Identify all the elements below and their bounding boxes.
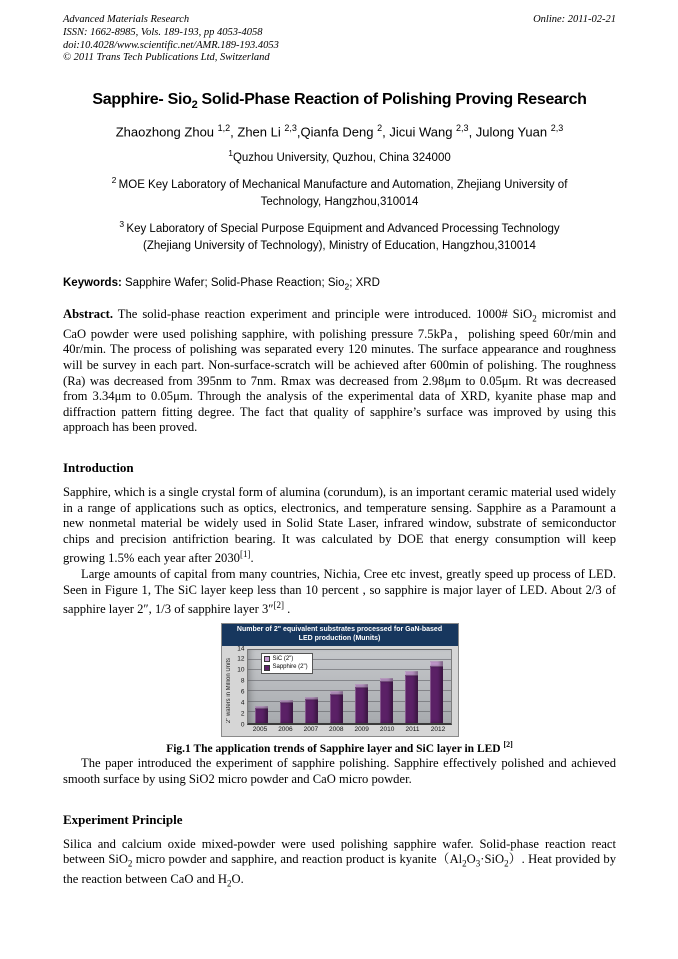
legend-entry bbox=[264, 655, 308, 664]
bar-segment-sapphire bbox=[305, 699, 318, 722]
x-tick-label: 2005 bbox=[252, 725, 268, 733]
figure-1 bbox=[221, 623, 459, 737]
x-tick-label: 2011 bbox=[405, 725, 420, 733]
figure-chart-title: Number of 2" equivalent substrates processed for GaN-based LED production (Munits) bbox=[222, 624, 458, 646]
y-tick-label: 12 bbox=[237, 655, 245, 663]
x-tick-label: 2007 bbox=[303, 725, 319, 733]
figure-y-axis-title-text: 2" wafers in Million Units bbox=[225, 658, 232, 724]
figure-caption: Fig.1 The application trends of Sapphire layer and SiC layer in LED [2] bbox=[166, 739, 513, 755]
abstract-paragraph: Abstract. The solid-phase reaction experiment and principle were introduced. 1000# SiO$_2$ micromist and CaO powder were used polishing sapphire, with polishing pressure 7.5kPa，polishing speed 60r/min and 40r/min. The process of polishing was separated every 120 minutes. The surface appearance and roughness will be survey in each part. Non-surface-scratch will be achieved after 600min of polishing. The roughness (Ra) was decreased from 395nm to 7nm. Rmax was decreased from 2.98μm to 0.05μm. Rt was decreased from 3.34μm to 0.05μm. Through the analysis of the experimental data of XRD, kyanite phase map and diffraction pattern fitting degree. The fact that quality of sapphire’s surface was improved by using this approach has been proved. bbox=[63, 306, 616, 435]
bar-2009 bbox=[355, 650, 368, 723]
figure-plot-area bbox=[247, 649, 452, 725]
y-tick-label: 14 bbox=[237, 645, 245, 653]
legend-label: Sapphire (2") bbox=[272, 664, 308, 671]
journal-name: Advanced Materials Research bbox=[63, 14, 190, 25]
legend-entry bbox=[264, 663, 308, 672]
y-tick-label: 8 bbox=[240, 677, 245, 685]
keywords-line: Keywords: Sapphire Wafer; Solid-Phase Reaction; Sio$_2$; XRD bbox=[63, 277, 380, 292]
figure-plot-column bbox=[247, 649, 452, 733]
bar-segment-sapphire bbox=[330, 694, 343, 723]
journal-header bbox=[63, 14, 616, 65]
x-tick-label: 2012 bbox=[430, 725, 446, 733]
journal-issn-line: ISSN: 1662-8985, Vols. 189-193, pp 4053-4058 bbox=[63, 26, 263, 38]
legend-swatch bbox=[264, 665, 270, 671]
paragraph-after-figure: The paper introduced the experiment of sapphire polishing. Sapphire effectively polished and achieved smooth surface by using SiO2 micro powder and CaO micro powder. bbox=[63, 756, 616, 787]
introduction-paragraph-2: Large amounts of capital from many countries, Nichia, Cree etc invest, greatly speed up process of LED. Seen in Figure 1, The SiC layer keep less than 10 percent , so sapphire is major layer of LED. About 2/3 of sapphire layer 2″, 1/3 of sapphire layer 3″[2] . bbox=[63, 567, 616, 617]
legend-label: SiC (2") bbox=[272, 655, 294, 662]
bar-segment-sapphire bbox=[430, 666, 443, 723]
bar-segment-sapphire bbox=[405, 675, 418, 722]
x-tick-label: 2010 bbox=[379, 725, 395, 733]
introduction-paragraph-1: Sapphire, which is a single crystal form of alumina (corundum), is an important ceramic material used widely in a range of applications such as optics, electronics, and temperature sensing. Sapphire as a Paramount a new nonmetal material be widely used in Solid State Laser, infrared window, substrate of semiconductor chips and precision antifriction bearing. It was calculated by DOE that energy consumption will keep growing 1.5% each year after 2030[1]. bbox=[63, 485, 616, 566]
y-tick-label: 0 bbox=[240, 721, 245, 729]
figure-chart-body bbox=[222, 646, 458, 736]
x-tick-label: 2006 bbox=[278, 725, 293, 733]
figure-y-axis bbox=[234, 645, 247, 729]
bar-2012 bbox=[430, 650, 443, 723]
online-date: Online: 2011-02-21 bbox=[533, 14, 616, 25]
x-tick-label: 2009 bbox=[354, 725, 369, 733]
journal-doi-line: doi:10.4028/www.scientific.net/AMR.189-193.4053 bbox=[63, 39, 279, 51]
bar-segment-sapphire bbox=[255, 708, 268, 723]
x-tick-label: 2008 bbox=[329, 725, 344, 733]
legend-swatch bbox=[264, 656, 270, 662]
y-tick-label: 6 bbox=[240, 688, 245, 696]
y-tick-label: 4 bbox=[240, 699, 245, 707]
bar-2008 bbox=[330, 650, 343, 723]
figure-legend bbox=[261, 653, 313, 674]
y-tick-label: 10 bbox=[237, 666, 245, 674]
authors-line: Zhaozhong Zhou $^{1,2}$, Zhen Li $^{2,3}$,Qianfa Deng $^2$, Jicui Wang $^{2,3}$, Julong Yuan $^{2,3}$ bbox=[115, 123, 564, 140]
affiliation-2: $^2$ MOE Key Laboratory of Mechanical Manufacture and Automation, Zhejiang University of Technology, Hangzhou,310014 bbox=[111, 174, 568, 208]
bar-segment-sapphire bbox=[280, 702, 293, 723]
experiment-principle-paragraph: Silica and calcium oxide mixed-powder were used polishing sapphire wafer. Solid-phase reaction react between SiO$_2$ micro powder and sapphire, and reaction product is $kyanite(Al_2O_3\cdot SiO_2)$. Heat provided by the reaction between CaO and $H_2O$. bbox=[63, 836, 616, 889]
journal-copyright-line: © 2011 Trans Tech Publications Ltd, Switzerland bbox=[63, 52, 270, 64]
paper-title: Sapphire- Sio$_2$ Solid-Phase Reaction of Polishing Proving Research bbox=[92, 91, 587, 112]
section-heading-experiment-principle: Experiment Principle bbox=[63, 811, 183, 827]
bar-2010 bbox=[380, 650, 393, 723]
journal-header-left bbox=[63, 14, 279, 65]
bar-segment-sapphire bbox=[380, 681, 393, 722]
affiliation-3: $^3$ Key Laboratory of Special Purpose Equipment and Advanced Processing Technology (Zhejiang University of Technology), Ministry of Education, Hangzhou,310014 bbox=[119, 219, 560, 253]
section-heading-introduction: Introduction bbox=[63, 460, 134, 475]
figure-y-axis-title bbox=[224, 649, 234, 733]
bar-segment-sapphire bbox=[355, 687, 368, 722]
y-tick-label: 2 bbox=[240, 710, 245, 718]
affiliation-1: $^1$Quzhou University, Quzhou, China 324000 bbox=[228, 147, 451, 164]
bar-2011 bbox=[405, 650, 418, 723]
figure-x-axis bbox=[247, 725, 452, 733]
